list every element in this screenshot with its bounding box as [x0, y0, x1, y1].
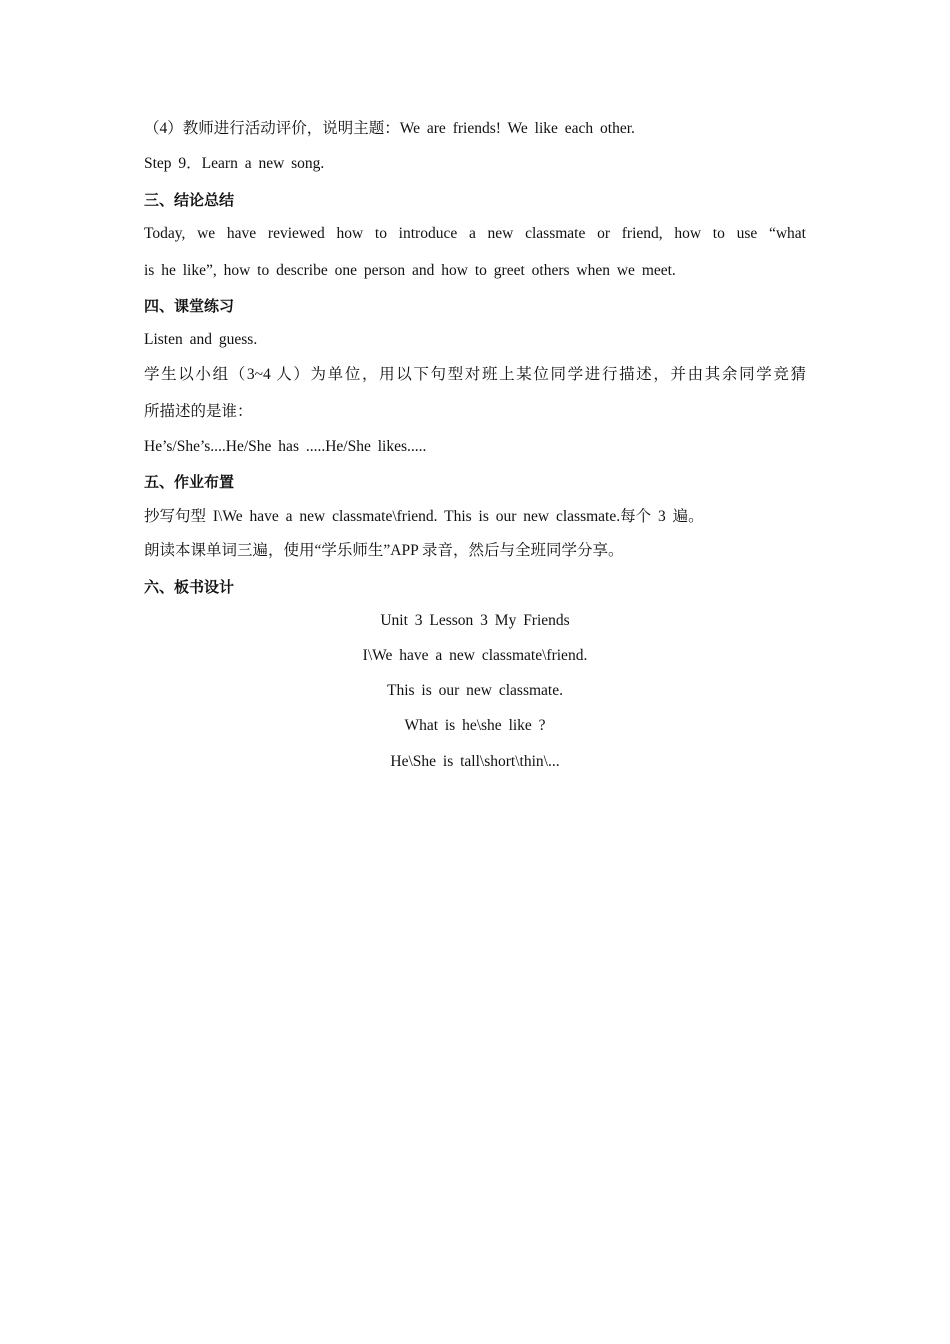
step9-text: Step 9．Learn a new song.: [144, 155, 325, 172]
homework-line-2: 朗读本课单词三遍，使用“学乐师生”APP 录音，然后与全班同学分享。: [144, 542, 624, 559]
sentence-pattern-text: He’s/She’s....He/She has .....He/She likes.....: [144, 438, 427, 455]
section5-heading: 五、作业布置: [144, 473, 235, 491]
section3-heading: 三、结论总结: [144, 191, 235, 209]
practice-line-1: 学生以小组（3~4 人）为单位，用以下句型对班上某位同学进行描述，并由其余同学竞猜: [144, 366, 806, 383]
board-line-3: What is he\she like ?: [404, 717, 546, 734]
board-line-1: I\We have a new classmate\friend.: [362, 647, 588, 664]
listen-guess-text: Listen and guess.: [144, 331, 258, 348]
section4-heading: 四、课堂练习: [144, 297, 235, 315]
section6-heading: 六、板书设计: [144, 578, 235, 596]
homework-line-1: 抄写句型 I\We have a new classmate\friend. This is our new classmate.每个 3 遍。: [144, 508, 704, 525]
step4-evaluation-text: （4）教师进行活动评价，说明主题：We are friends! We like each other.: [144, 120, 635, 137]
board-line-2: This is our new classmate.: [386, 682, 563, 699]
practice-line-2: 所描述的是谁：: [144, 403, 253, 420]
board-line-4: He\She is tall\short\thin\...: [390, 753, 560, 770]
conclusion-line-1: Today, we have reviewed how to introduce a new classmate or friend, how to use “what: [144, 225, 806, 242]
conclusion-line-2: is he like”, how to describe one person and how to greet others when we meet.: [144, 262, 676, 279]
board-title: Unit 3 Lesson 3 My Friends: [380, 612, 570, 629]
